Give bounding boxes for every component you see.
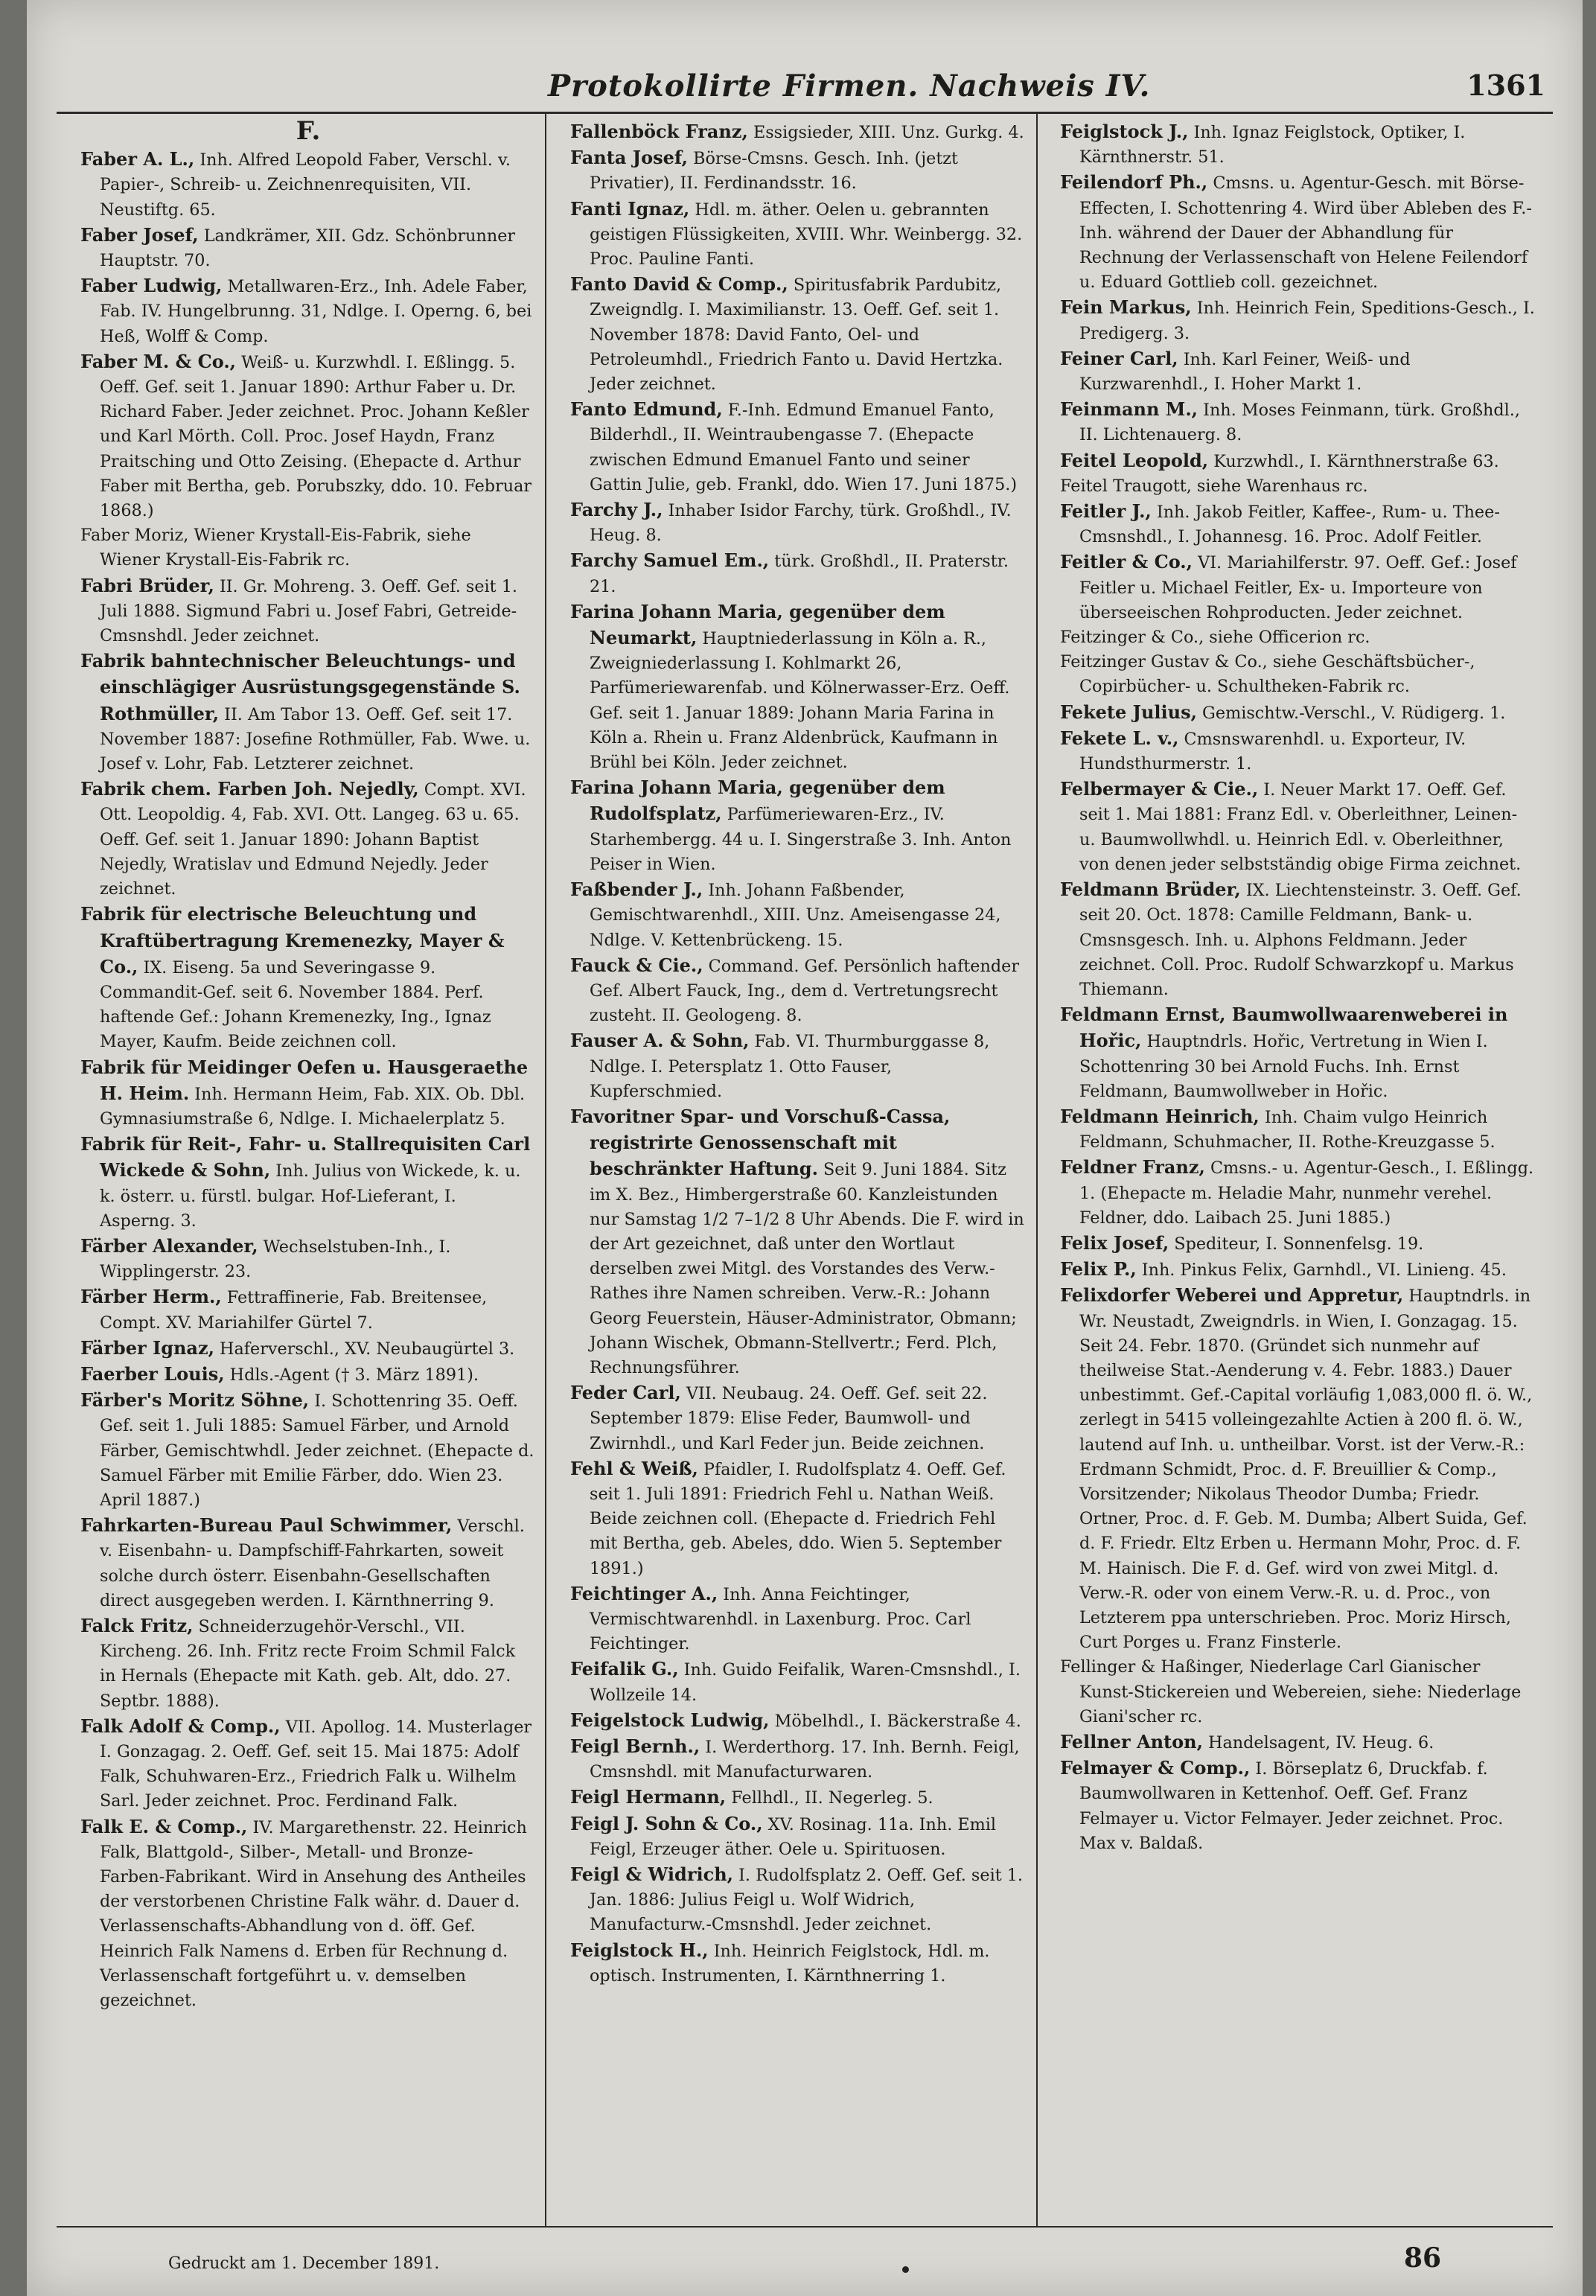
entry-details: Seit 9. Juni 1884. Sitz im X. Bez., Himbergerstraße 60. Kanzleistunden nur Samstag 1/2 7–1/2 8 Uhr Abends. Die F. wird in der Art gezeichnet, daß unter den Wortlaut derselben zwei Mitgl. des Vorstandes des Verw.-Rathes ihre Namen schreiben. Verw.-R.: Johann Georg Feuerstein, Häuser-Administrator, Obmann; Johann Wischek, Obmann-Stellvertr.; Ferd. Plch, Rechnungsführer.: [590, 1160, 1024, 1377]
directory-entry: [570, 397, 1026, 497]
directory-entry: [80, 349, 536, 523]
entry-details: Feitzinger & Co., siehe Officerion rc.: [1060, 628, 1370, 648]
entry-firm-name: Feitler & Co.,: [1060, 551, 1193, 573]
entry-firm-name: Fehl & Weiß,: [570, 1457, 698, 1479]
entry-details: Hauptniederlassung in Köln a. R., Zweigniederlassung I. Kohlmarkt 26, Parfümeriewarenfab. und Kölnerwasser-Erz. Oeff. Gef. seit 1. Januar 1889: Johann Maria Farina in Köln a. Rhein u. Franz Aldenbrück, Kaufmann in Brühl bei Köln. Jeder zeichnet.: [590, 629, 1010, 773]
entry-firm-name: Feigl Hermann,: [570, 1786, 727, 1808]
entry-details: Essigsieder, XIII. Unz. Gurkg. 4.: [747, 123, 1024, 142]
directory-entry: [1060, 1257, 1536, 1283]
directory-entry: [1060, 625, 1536, 650]
entry-firm-name: Falk E. & Comp.,: [80, 1815, 248, 1837]
directory-entry: [80, 1714, 536, 1814]
entry-firm-name: Faber M. & Co.,: [80, 350, 237, 372]
entry-details: Gemischtw.-Verschl., V. Rüdigerg. 1.: [1196, 703, 1506, 723]
entry-firm-name: Falck Fritz,: [80, 1614, 194, 1636]
entry-firm-name: Fabri Brüder,: [80, 574, 214, 596]
entry-details: Cmsns. u. Agentur-Gesch. mit Börse-Effecten, I. Schottenring 4. Wird über Ableben des F.-Inh. während der Dauer der Abhandlung für Rechnung der Verlassenschaft von Helene Feilendorf u. Eduard Gottlieb coll. gezeichnet.: [1079, 173, 1532, 293]
header-rule: [57, 112, 1553, 114]
entry-firm-name: Färber Herm.,: [80, 1286, 222, 1308]
directory-entry: [80, 273, 536, 349]
entry-details: Inh. Pinkus Felix, Garnhdl., VI. Linieng. 45.: [1136, 1260, 1507, 1281]
entry-firm-name: Fanta Josef,: [570, 147, 689, 169]
entry-firm-name: Faber Ludwig,: [80, 275, 223, 297]
directory-entry: [570, 599, 1026, 775]
entry-firm-name: Feigl & Widrich,: [570, 1863, 733, 1886]
entry-firm-name: Farchy J.,: [570, 499, 663, 521]
entry-firm-name: Feigl Bernh.,: [570, 1735, 700, 1757]
directory-entry: [1060, 700, 1536, 726]
directory-entry: [80, 1613, 536, 1714]
entry-details: IV. Margarethenstr. 22. Heinrich Falk, Blattgold-, Silber-, Metall- und Bronze-Farben-Fabrikant. Wird in Ansehung des Antheiles der verstorbenen Christine Falk währ. d. Dauer d. Verlassenschafts-Abhandlung von d. öff. Gef. Heinrich Falk Namens d. Erben für Rechnung d. Verlassenschaft fortgeführt u. v. demselben gezeichnet.: [100, 1817, 527, 2011]
entry-details: Cmsnswarenhdl. u. Exporteur, IV. Hundsthurmerstr. 1.: [1079, 729, 1466, 774]
column-divider-left: [545, 112, 546, 2226]
entry-firm-name: Falk Adolf & Comp.,: [80, 1715, 281, 1737]
entry-details: I. Neuer Markt 17. Oeff. Gef. seit 1. Mai 1881: Franz Edl. v. Oberleithner, Leinen- u. Baumwollwhdl. u. Heinrich Edl. v. Oberleithner, von denen jeder selbstständig obige Firma zeichnet.: [1079, 780, 1522, 874]
directory-entry: [80, 573, 536, 649]
directory-entry: [1060, 726, 1536, 777]
entry-details: Kurzwhdl., I. Kärnthnerstraße 63.: [1208, 451, 1499, 471]
directory-entry: [80, 1055, 536, 1132]
entry-details: Handelsagent, IV. Heug. 6.: [1202, 1733, 1434, 1753]
entry-firm-name: Feichtinger A.,: [570, 1582, 718, 1604]
directory-entry: [570, 272, 1026, 397]
directory-entry: [570, 1938, 1026, 1989]
directory-entry: [570, 1104, 1026, 1380]
directory-entry: [80, 147, 536, 223]
entry-details: XV. Rosinag. 11a. Inh. Emil Feigl, Erzeuger äther. Oele u. Spirituosen.: [590, 1814, 997, 1859]
entry-firm-name: Feitler J.,: [1060, 500, 1152, 523]
directory-entry: [1060, 170, 1536, 295]
directory-entry: [570, 1862, 1026, 1938]
entry-details: Inh. Julius von Wickede, k. u. k. österr. u. fürstl. bulgar. Hof-Lieferant, I. Asperng. 3.: [100, 1161, 521, 1231]
entry-firm-name: Feigl J. Sohn & Co.,: [570, 1812, 763, 1834]
directory-entry: [1060, 474, 1536, 499]
directory-entry: [80, 223, 536, 273]
directory-entry: [80, 1336, 536, 1362]
entry-details: Inh. Hermann Heim, Fab. XIX. Ob. Dbl. Gymnasiumstraße 6, Ndlge. I. Michaelerplatz 5.: [100, 1084, 526, 1129]
entry-firm-name: Fein Markus,: [1060, 296, 1192, 319]
entry-details: Hauptndrls. Hořic, Vertretung in Wien I. Schottenring 30 bei Arnold Fuchs. Inh. Ernst Feldmann, Baumwollweber in Hořic.: [1079, 1032, 1488, 1101]
directory-entry: [1060, 877, 1536, 1002]
entry-firm-name: Faber Josef,: [80, 223, 199, 246]
directory-entry: [80, 902, 536, 1054]
directory-entry: [570, 1785, 1026, 1811]
directory-entry: [570, 775, 1026, 877]
entry-firm-name: Feinmann M.,: [1060, 398, 1198, 421]
entry-firm-name: Fauser A. & Sohn,: [570, 1030, 750, 1052]
entry-details: Schneiderzugehör-Verschl., VII. Kircheng. 26. Inh. Fritz recte Froim Schmil Falck in Hernals (Ehepacte mit Kath. geb. Alt, ddo. 27. Septbr. 1888).: [100, 1616, 516, 1711]
entry-firm-name: Faber A. L.,: [80, 148, 195, 170]
entry-details: VII. Apollog. 14. Musterlager I. Gonzagag. 2. Oeff. Gef. seit 15. Mai 1875: Adolf Falk, Schuhwaren-Erz., Friedrich Falk u. Wilhelm Sarl. Jeder zeichnet. Proc. Ferdinand Falk.: [100, 1717, 532, 1811]
entry-firm-name: Fabrik für Reit-, Fahr- u. Stallrequisiten Carl Wickede & Sohn,: [80, 1133, 531, 1182]
entry-firm-name: Fabrik für Meidinger Oefen u. Hausgeraethe H. Heim.: [80, 1056, 529, 1104]
directory-entry: [1060, 346, 1536, 397]
entry-firm-name: Felix P.,: [1060, 1258, 1137, 1281]
directory-entry: [570, 953, 1026, 1029]
entry-details: Inh. Moses Feinmann, türk. Großhdl., II. Lichtenauerg. 8.: [1079, 401, 1520, 445]
directory-entry: [570, 1656, 1026, 1707]
directory-entry: [570, 497, 1026, 548]
directory-entry: [570, 1456, 1026, 1581]
entry-details: Parfümeriewaren-Erz., IV. Starhembergg. 44 u. I. Singerstraße 3. Inh. Anton Peiser in Wien.: [590, 805, 1012, 874]
directory-entry: [570, 1380, 1026, 1456]
directory-entry: [570, 548, 1026, 599]
entry-details: Spiritusfabrik Pardubitz, Zweigndlg. I. Maximilianstr. 13. Oeff. Gef. seit 1. November 1878: David Fanto, Oel- und Petroleumhdl., Friedrich Fanto u. David Hertzka. Jeder zeichnet.: [590, 275, 1003, 395]
entry-details: IX. Eiseng. 5a und Severingasse 9. Commandit-Gef. seit 6. November 1884. Perf. haftende Gef.: Johann Kremenezky, Ing., Ignaz Mayer, Kaufm. Beide zeichnen coll.: [100, 957, 491, 1052]
entry-details: Pfaidler, I. Rudolfsplatz 4. Oeff. Gef. seit 1. Juli 1891: Friedrich Fehl u. Nathan Weiß. Beide zeichnen coll. (Ehepacte d. Friedrich Fehl mit Bertha, geb. Abeles, ddo. Wien 5. September 1891.): [590, 1459, 1006, 1578]
entry-firm-name: Farchy Samuel Em.,: [570, 549, 770, 572]
entry-details: Verschl. v. Eisenbahn- u. Dampfschiff-Fahrkarten, soweit solche durch österr. Eisenbahn-Gesellschaften direct ausgegeben werden. I. Kärnthnerring 9.: [100, 1517, 525, 1610]
entry-details: Haferverschl., XV. Neubaugürtel 3.: [214, 1339, 515, 1359]
entry-details: Hauptndrls. in Wr. Neustadt, Zweigndrls. in Wien, I. Gonzagag. 15. Seit 24. Febr. 1870. (Gründet sich nunmehr auf theilweise Stat.-Aenderung v. 4. Febr. 1883.) Dauer unbestimmt. Gef.-Capital vorläufig 1,083,000 fl. ö. W., zerlegt in 5415 volleingezahlte Actien à 200 fl. ö. W., lautend auf Inh. u. untheilbar. Vorst. ist der Verw.-R.: Erdmann Schmidt, Proc. d. F. Breuillier & Comp., Vorsitzender; Nikolaus Theodor Dumba; Friedr. Ortner, Proc. d. F. Geb. M. Dumba; Albert Suida, Gef. d. F. Friedr. Eltz Erben u. Hermann Mohr, Proc. d. F. M. Hainisch. Die F. d. Gef. wird von zwei Mitgl. d. Verw.-R. oder von einem Verw.-R. u. d. Proc., von Letzterem ppa unterschrieben. Proc. Moriz Hirsch, Curt Porges u. Franz Finsterle.: [1079, 1286, 1533, 1653]
entry-firm-name: Fekete L. v.,: [1060, 727, 1179, 749]
entry-details: Wechselstuben-Inh., I. Wipplingerstr. 23.: [100, 1237, 451, 1282]
entry-firm-name: Fanti Ignaz,: [570, 197, 690, 220]
directory-entry: [80, 1234, 536, 1284]
entry-firm-name: Fanto David & Comp.,: [570, 273, 788, 296]
entry-firm-name: Felixdorfer Weberei und Appretur,: [1060, 1284, 1404, 1307]
entry-details: Inh. Ignaz Feiglstock, Optiker, I. Kärnthnerstr. 51.: [1079, 123, 1466, 168]
directory-entry: [1060, 499, 1536, 549]
directory-entry: [1060, 119, 1536, 170]
entry-details: Inh. Chaim vulgo Heinrich Feldmann, Schuhmacher, II. Rothe-Kreuzgasse 5.: [1079, 1107, 1496, 1152]
entry-details: I. Schottenring 35. Oeff. Gef. seit 1. Juli 1885: Samuel Färber, und Arnold Färber, Gemischtwhdl. Jeder zeichnet. (Ehepacte d. Samuel Färber mit Emilie Färber, ddo. Wien 23. April 1887.): [100, 1391, 534, 1510]
ink-dot: [902, 2266, 909, 2273]
entry-firm-name: Fabrik bahntechnischer Beleuchtungs- und einschlägiger Ausrüstungsgegenstände S. Rothmüller,: [80, 650, 520, 724]
entry-details: Inh. Johann Faßbender, Gemischtwarenhdl., XIII. Unz. Ameisengasse 24, Ndlge. V. Kettenbrückeng. 15.: [590, 881, 1001, 950]
entry-firm-name: Fabrik chem. Farben Joh. Nejedly,: [80, 778, 419, 800]
directory-entry: [1060, 549, 1536, 625]
directory-entry: [80, 523, 536, 573]
entry-details: Fab. VI. Thurmburggasse 8, Ndlge. I. Petersplatz 1. Otto Fauser, Kupferschmied.: [590, 1032, 990, 1101]
directory-entry: [570, 145, 1026, 196]
entry-firm-name: Fabrik für electrische Beleuchtung und Kraftübertragung Kremenezky, Mayer & Co.,: [80, 903, 505, 978]
entry-firm-name: Favoritner Spar- und Vorschuß-Cassa, registrirte Genossenschaft mit beschränkter Haftung.: [570, 1105, 951, 1180]
entry-details: VII. Neubaug. 24. Oeff. Gef. seit 22. September 1879: Elise Feder, Baumwoll- und Zwirnhdl., und Karl Feder jun. Beide zeichnen.: [590, 1384, 988, 1453]
entry-details: Weiß- u. Kurzwhdl. I. Eßlingg. 5. Oeff. Gef. seit 1. Januar 1890: Arthur Faber u. Dr. Richard Faber. Jeder zeichnet. Proc. Johann Keßler und Karl Mörth. Coll. Proc. Josef Haydn, Franz Praitsching und Otto Zeising. (Ehepacte d. Arthur Faber mit Bertha, geb. Porubszky, ddo. 10. Februar 1868.): [100, 352, 532, 521]
entry-firm-name: Felix Josef,: [1060, 1231, 1169, 1254]
entry-details: Fellhdl., II. Negerleg. 5.: [726, 1788, 933, 1808]
entry-firm-name: Feldmann Brüder,: [1060, 878, 1241, 901]
directory-entry: [570, 1708, 1026, 1734]
entry-details: Inh. Guido Feifalik, Waren-Cmsnshdl., I. Wollzeile 14.: [590, 1660, 1021, 1705]
column-middle: [570, 119, 1026, 1989]
entry-firm-name: Fauck & Cie.,: [570, 954, 703, 976]
entry-details: Spediteur, I. Sonnenfelsg. 19.: [1169, 1234, 1424, 1254]
entry-firm-name: Fahrkarten-Bureau Paul Schwimmer,: [80, 1514, 453, 1537]
entry-details: IX. Liechtensteinstr. 3. Oeff. Gef. seit 20. Oct. 1878: Camille Feldmann, Bank- u. Cmsnsgesch. Inh. u. Alphons Feldmann. Jeder zeichnet. Coll. Proc. Rudolf Schwarzkopf u. Markus Thiemann.: [1079, 881, 1522, 999]
entry-firm-name: Feldmann Ernst, Baumwollwaarenweberei in Hořic,: [1060, 1004, 1508, 1052]
entry-details: Inh. Heinrich Feiglstock, Hdl. m. optisch. Instrumenten, I. Kärnthnerring 1.: [590, 1941, 990, 1986]
directory-entry: [1060, 1231, 1536, 1257]
directory-entry: [570, 1028, 1026, 1104]
entry-details: Inh. Jakob Feitler, Kaffee-, Rum- u. Thee-Cmsnshdl., I. Johannesg. 16. Proc. Adolf Feitler.: [1079, 503, 1500, 547]
directory-entry: [1060, 397, 1536, 447]
entry-details: türk. Großhdl., II. Praterstr. 21.: [590, 552, 1009, 596]
entry-details: I. Werderthorg. 17. Inh. Bernh. Feigl, Cmsnshdl. mit Manufacturwaren.: [590, 1738, 1020, 1782]
entry-details: VI. Mariahilferstr. 97. Oeff. Gef.: Josef Feitler u. Michael Feitler, Ex- u. Importeure von überseeischen Rohproducten. Jeder zeichnet.: [1079, 553, 1517, 622]
directory-entry: [570, 877, 1026, 953]
directory-entry: [80, 777, 536, 902]
entry-firm-name: Fanto Edmund,: [570, 398, 723, 421]
entry-firm-name: Färber Ignaz,: [80, 1336, 214, 1359]
directory-entry: [1060, 1002, 1536, 1104]
entry-firm-name: Fellner Anton,: [1060, 1731, 1203, 1753]
entry-firm-name: Feder Carl,: [570, 1382, 681, 1404]
entry-details: Landkrämer, XII. Gdz. Schönbrunner Hauptstr. 70.: [100, 226, 516, 271]
entry-details: Inh. Karl Feiner, Weiß- und Kurzwarenhdl., I. Hoher Markt 1.: [1079, 349, 1411, 395]
entry-firm-name: Feiglstock H.,: [570, 1939, 709, 1961]
directory-entry: [80, 648, 536, 777]
page-number: 1361: [1466, 68, 1545, 102]
directory-entry: [80, 1284, 536, 1335]
entry-details: Faber Moriz, Wiener Krystall-Eis-Fabrik, siehe Wiener Krystall-Eis-Fabrik rc.: [80, 526, 471, 570]
entry-firm-name: Feifalik G.,: [570, 1658, 679, 1680]
directory-entry: [1060, 1104, 1536, 1155]
directory-entry: [80, 1513, 536, 1613]
directory-entry: [1060, 777, 1536, 877]
directory-entry: [570, 1734, 1026, 1785]
directory-entry: [1060, 295, 1536, 345]
directory-entry: [1060, 1756, 1536, 1856]
directory-entry: [1060, 1283, 1536, 1655]
directory-entry: [570, 119, 1026, 145]
entry-firm-name: Fekete Julius,: [1060, 701, 1197, 723]
entry-details: Inhaber Isidor Farchy, türk. Großhdl., IV. Heug. 8.: [590, 501, 1012, 546]
directory-entry: [80, 1814, 536, 2014]
entry-firm-name: Feigelstock Ludwig,: [570, 1709, 770, 1731]
entry-firm-name: Felbermayer & Cie.,: [1060, 778, 1259, 800]
entry-firm-name: Felmayer & Comp.,: [1060, 1757, 1251, 1779]
column-left: [80, 116, 536, 2013]
entry-firm-name: Faerber Louis,: [80, 1362, 225, 1385]
entry-details: Fellinger & Haßinger, Niederlage Carl Gianischer Kunst-Stickereien und Webereien, siehe: Niederlage Giani'scher rc.: [1060, 1657, 1522, 1726]
entry-firm-name: Feldner Franz,: [1060, 1156, 1205, 1179]
directory-entry: [570, 1811, 1026, 1862]
entry-details: Feitel Traugott, siehe Warenhaus rc.: [1060, 476, 1368, 496]
directory-entry: [570, 197, 1026, 272]
entry-details: I. Börseplatz 6, Druckfab. f. Baumwollwaren in Kettenhof. Oeff. Gef. Franz Felmayer u. Victor Felmayer. Jeder zeichnet. Proc. Max v. Baldaß.: [1079, 1759, 1504, 1853]
entry-firm-name: Faßbender J.,: [570, 878, 703, 901]
entry-details: Compt. XVI. Ott. Leopoldig. 4, Fab. XVI. Ott. Langeg. 63 u. 65. Oeff. Gef. seit 1. Januar 1890: Johann Baptist Nejedly, Wratislav und Edmund Nejedly. Jeder zeichnet.: [100, 780, 526, 899]
entry-firm-name: Feitel Leopold,: [1060, 449, 1209, 471]
entry-details: II. Am Tabor 13. Oeff. Gef. seit 17. November 1887: Josefine Rothmüller, Fab. Wwe. u. Josef v. Lohr, Fab. Letzterer zeichnet.: [100, 704, 531, 774]
entry-firm-name: Färber Alexander,: [80, 1234, 258, 1257]
directory-entry: [80, 1388, 536, 1513]
entry-details: Command. Gef. Persönlich haftender Gef. Albert Fauck, Ing., dem d. Vertretungsrecht zusteht. II. Geologeng. 8.: [590, 956, 1019, 1026]
entry-details: Möbelhdl., I. Bäckerstraße 4.: [769, 1711, 1021, 1731]
directory-entry: [1060, 1155, 1536, 1231]
directory-entry: [80, 1362, 536, 1388]
entry-firm-name: Färber's Moritz Söhne,: [80, 1389, 310, 1412]
column-divider-right: [1036, 112, 1038, 2226]
directory-entry: [1060, 448, 1536, 474]
entry-firm-name: Feiner Carl,: [1060, 347, 1178, 369]
entry-details: Fettraffinerie, Fab. Breitensee, Compt. XV. Mariahilfer Gürtel 7.: [100, 1288, 488, 1333]
entry-details: I. Rudolfsplatz 2. Oeff. Gef. seit 1. Jan. 1886: Julius Feigl u. Wolf Widrich, Manufacturw.-Cmsnshdl. Jeder zeichnet.: [590, 1866, 1024, 1935]
entry-details: II. Gr. Mohreng. 3. Oeff. Gef. seit 1. Juli 1888. Sigmund Fabri u. Josef Fabri, Getreide-Cmsnshdl. Jeder zeichnet.: [100, 576, 517, 646]
entry-firm-name: Fallenböck Franz,: [570, 121, 748, 142]
directory-entry: [570, 1581, 1026, 1657]
entry-details: Hdls.-Agent († 3. März 1891).: [224, 1365, 479, 1385]
directory-entry: [1060, 650, 1536, 699]
section-letter: F.: [296, 116, 321, 146]
entry-firm-name: Farina Johann Maria, gegenüber dem Neumarkt,: [570, 600, 945, 649]
footer-rule: [57, 2226, 1553, 2228]
entry-details: Börse-Cmsns. Gesch. Inh. (jetzt Privatier), II. Ferdinandsstr. 16.: [590, 149, 959, 194]
entry-details: F.-Inh. Edmund Emanuel Fanto, Bilderhdl., II. Weintraubengasse 7. (Ehepacte zwischen Edmund Emanuel Fanto und seiner Gattin Julie, geb. Frankl, ddo. Wien 17. Juni 1875.): [590, 401, 1018, 494]
entry-details: Inh. Alfred Leopold Faber, Verschl. v. Papier-, Schreib- u. Zeichnenrequisiten, VII. Neustiftg. 65.: [100, 150, 511, 220]
entry-firm-name: Feiglstock J.,: [1060, 121, 1189, 142]
entry-details: Inh. Heinrich Fein, Speditions-Gesch., I. Predigerg. 3.: [1079, 299, 1535, 343]
entry-firm-name: Farina Johann Maria, gegenüber dem Rudolfsplatz,: [570, 777, 945, 825]
entry-firm-name: Feilendorf Ph.,: [1060, 171, 1208, 194]
sheet-number: 86: [1404, 2242, 1442, 2274]
directory-page: [27, 0, 1583, 2296]
directory-entry: [80, 1132, 536, 1234]
column-right: [1060, 119, 1536, 1856]
entry-details: Feitzinger Gustav & Co., siehe Geschäftsbücher-, Copirbücher- u. Schultheken-Fabrik rc.: [1060, 652, 1475, 697]
print-date: Gedruckt am 1. December 1891.: [168, 2254, 440, 2273]
entry-details: Cmsns.- u. Agentur-Gesch., I. Eßlingg. 1. (Ehepacte m. Heladie Mahr, nunmehr verehel. Feldner, ddo. Laibach 25. Juni 1885.): [1079, 1158, 1534, 1228]
entry-details: Hdl. m. äther. Oelen u. gebrannten geistigen Flüssigkeiten, XVIII. Whr. Weinbergg. 32. Proc. Pauline Fanti.: [590, 200, 1023, 270]
page-title: Protokollirte Firmen. Nachweis IV.: [548, 68, 1151, 103]
entry-firm-name: Feldmann Heinrich,: [1060, 1105, 1260, 1127]
directory-entry: [1060, 1655, 1536, 1729]
directory-entry: [1060, 1729, 1536, 1756]
entry-details: Metallwaren-Erz., Inh. Adele Faber, Fab. IV. Hungelbrunng. 31, Ndlge. I. Operng. 6, bei Heß, Wolff & Comp.: [100, 277, 532, 346]
entry-details: Inh. Anna Feichtinger, Vermischtwarenhdl. in Laxenburg. Proc. Carl Feichtinger.: [590, 1584, 971, 1654]
